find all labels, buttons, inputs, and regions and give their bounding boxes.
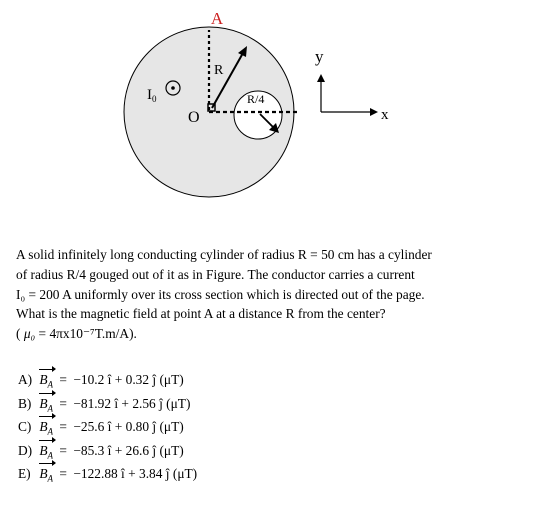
option-value: −81.92 î + 2.56 ĵ (μT) [73, 395, 191, 411]
current-label-subscript: 0 [152, 94, 157, 104]
option-letter: B) [18, 395, 32, 411]
b-subscript: A [47, 450, 54, 461]
current-dot-icon [171, 86, 175, 90]
equals-sign: = [59, 466, 67, 481]
y-axis-arrowhead [317, 74, 325, 82]
cylinder-figure [0, 0, 540, 235]
constant-value: = 4πx10⁻⁷T.m/A). [35, 326, 137, 342]
b-subscript: A [47, 473, 54, 484]
answer-options [18, 368, 418, 486]
equals-sign: = [59, 419, 67, 434]
problem-line-1: A solid infinitely long conducting cylinder of radius R = 50 cm has a cylinder [16, 247, 432, 262]
b-symbol: B [39, 419, 48, 434]
option-letter: C) [18, 419, 32, 434]
answer-option-a[interactable] [18, 368, 418, 392]
problem-line-5 [16, 324, 502, 344]
b-subscript: A [47, 403, 54, 414]
origin-label: O [188, 109, 200, 126]
b-symbol: B [39, 395, 48, 411]
answer-option-c[interactable] [18, 415, 418, 439]
answer-option-d[interactable] [18, 439, 418, 463]
x-axis-label: x [381, 107, 389, 123]
equals-sign: = [59, 395, 67, 411]
answer-option-b[interactable] [18, 392, 418, 416]
option-value: −122.88 î + 3.84 ĵ (μT) [73, 466, 198, 481]
b-subscript: A [47, 426, 54, 437]
x-axis-arrowhead [370, 108, 378, 116]
option-value: −10.2 î + 0.32 ĵ (μT) [73, 372, 184, 387]
option-letter: A) [18, 372, 33, 387]
hole-radius-label: R/4 [247, 92, 265, 106]
equals-sign: = [59, 442, 67, 458]
mu-zero-symbol: μ₀ [23, 326, 36, 342]
current-label-main: I [147, 87, 152, 103]
b-subscript: A [47, 379, 54, 390]
problem-line-3: I₀ = 200 A uniformly over its cross section which is directed out of the page. [16, 286, 425, 302]
constant-open: ( [16, 326, 24, 342]
problem-line-4: What is the magnetic field at point A at a distance R from the center? [16, 306, 386, 322]
point-a-label: A [210, 9, 224, 28]
option-letter: E) [18, 466, 31, 481]
problem-statement [16, 245, 502, 344]
problem-line-2: of radius R/4 gouged out of it as in Figure. The conductor carries a current [16, 266, 415, 282]
b-symbol: B [39, 466, 48, 481]
b-symbol: B [39, 372, 48, 387]
y-axis-label: y [315, 47, 324, 66]
b-vector-symbol [39, 462, 53, 491]
option-value: −25.6 î + 0.80 ĵ (μT) [73, 419, 184, 434]
option-value: −85.3 î + 26.6 ĵ (μT) [73, 442, 184, 458]
b-symbol: B [39, 442, 48, 458]
radius-label: R [214, 63, 224, 78]
answer-option-e[interactable] [18, 462, 418, 486]
option-letter: D) [18, 442, 33, 458]
equals-sign: = [59, 372, 67, 387]
